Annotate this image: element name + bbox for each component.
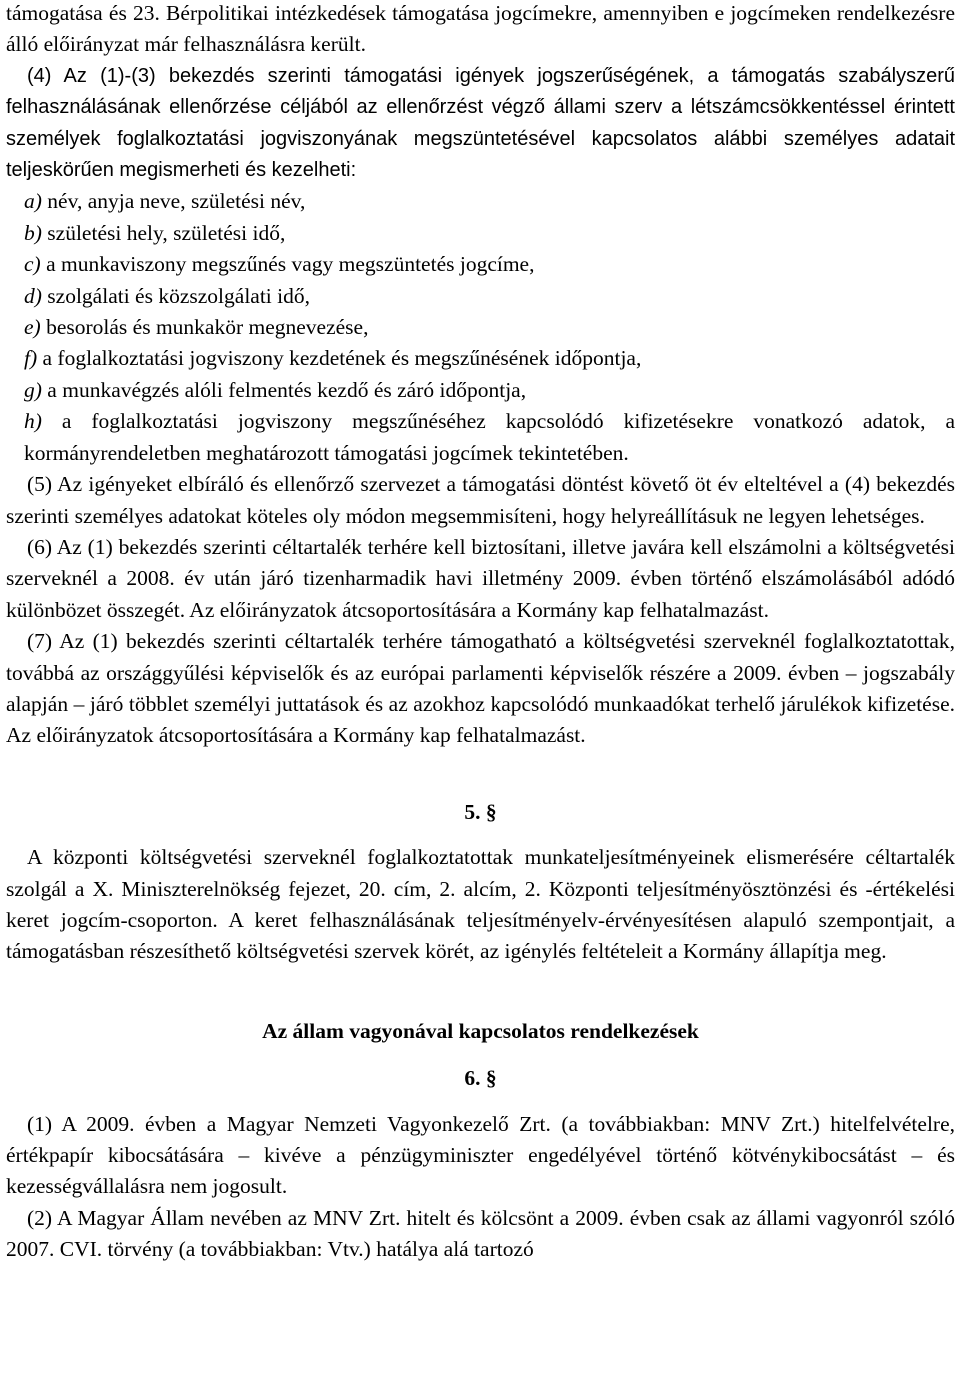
list-item	[6, 186, 955, 217]
list-text: születési hely, születési idő,	[41, 220, 286, 245]
list-marker: f)	[24, 346, 38, 371]
list-text: szolgálati és közszolgálati idő,	[41, 283, 310, 308]
paragraph-4: (4) Az (1)-(3) bekezdés szerinti támogatási igények jogszerűségének, a támogatás szabályszerű felhasználásának ellenőrzése céljából az ellenőrzést végző állami szerv a létszámcsökkentéssel érintett személyek foglalkoztatási jogviszonyának megszüntetésével kapcsolatos alábbi személyes adatait teljeskörűen megismerheti és kezelheti:	[6, 64, 955, 182]
list-text: név, anyja neve, születési név,	[41, 189, 306, 214]
section-6-paragraph-1: (1) A 2009. évben a Magyar Nemzeti Vagyonkezelő Zrt. (a továbbiakban: MNV Zrt.) hitelfelvételre, értékpapír kibocsátására – kivéve a pénzügyminiszter engedélyével történő kötvénykibocsátást – és kezességvállalásra nem jogosult.	[6, 1111, 955, 1199]
list-marker: d)	[24, 283, 42, 308]
document-page	[6, 0, 955, 1266]
section-6-paragraph-2: (2) A Magyar Állam nevében az MNV Zrt. hitelt és kölcsönt a 2009. évben csak az állami vagyonról szóló 2007. CVI. törvény (a továbbiakban: Vtv.) hatálya alá tartozó	[6, 1205, 955, 1262]
list-text: a munkaviszony megszűnés vagy megszüntetés jogcíme,	[40, 252, 535, 277]
list-text: a foglalkoztatási jogviszony megszűnéséhez kapcsolódó kifizetésekre vonatkozó adatok, a kormányrendeletben meghatározott támogatási jogcímek tekintetében.	[24, 409, 955, 465]
paragraph-5: (5) Az igényeket elbíráló és ellenőrző szervezet a támogatási döntést követő öt év elteltével a (4) bekezdés szerinti személyes adatokat köteles oly módon megsemmisíteni, hogy helyreállításuk ne legyen lehetséges.	[6, 472, 955, 528]
list-marker: a)	[24, 189, 42, 214]
paragraph-6: (6) Az (1) bekezdés szerinti céltartalék terhére kell biztosítani, illetve javára kell elszámolni a költségvetési szerveknél a 2008. év után járó tizenharmadik havi illetmény 2009. évben történő elszámolásából adódó különbözet összegét. Az előirányzatok átcsoportosítására a Kormány kap felhatalmazást.	[6, 534, 955, 622]
personal-data-list	[6, 186, 955, 469]
list-text: a foglalkoztatási jogviszony kezdetének és megszűnésének időpontja,	[37, 346, 642, 371]
chapter-title: Az állam vagyonával kapcsolatos rendelkezések	[262, 1018, 699, 1043]
list-item	[6, 406, 955, 469]
list-item	[6, 249, 955, 280]
list-text: a munkavégzés alóli felmentés kezdő és záró időpontja,	[41, 377, 527, 402]
list-item	[6, 312, 955, 343]
list-marker: g)	[24, 377, 42, 402]
list-item	[6, 343, 955, 374]
section-6-heading: 6. §	[464, 1066, 497, 1091]
list-marker: h)	[24, 409, 42, 434]
section-5-heading: 5. §	[464, 799, 497, 824]
list-item	[6, 218, 955, 249]
list-text: besorolás és munkakör megnevezése,	[40, 315, 369, 340]
list-item	[6, 375, 955, 406]
paragraph-continuation: támogatása és 23. Bérpolitikai intézkedések támogatása jogcímekre, amennyiben e jogcímeken rendelkezésre álló előirányzat már felhasználásra került.	[6, 1, 955, 57]
list-item	[6, 281, 955, 312]
list-marker: c)	[24, 252, 41, 277]
list-marker: e)	[24, 315, 41, 340]
section-5-text: A központi költségvetési szerveknél foglalkoztatottak munkateljesítményeinek elismerésére céltartalék szolgál a X. Miniszterelnökség fejezet, 20. cím, 2. alcím, 2. Központi teljesítményösztönzési és -értékelési keret jogcím-csoporton. A keret felhasználásának teljesítményelv-érvényesítésen alapuló szempontjait, a támogatásban részesíthető költségvetési szervek körét, az igénylés feltételeit a Kormány állapítja meg.	[6, 845, 955, 964]
paragraph-7: (7) Az (1) bekezdés szerinti céltartalék terhére támogatható a költségvetési szerveknél foglalkoztatottak, továbbá az országgyűlési képviselők és az európai parlamenti képviselők részére a 2009. évben – jogszabály alapján – járó többlet személyi juttatások és az azokhoz kapcsolódó munkaadókat terhelő járulékok kifizetése. Az előirányzatok átcsoportosítására a Kormány kap felhatalmazást.	[6, 629, 955, 748]
list-marker: b)	[24, 220, 42, 245]
